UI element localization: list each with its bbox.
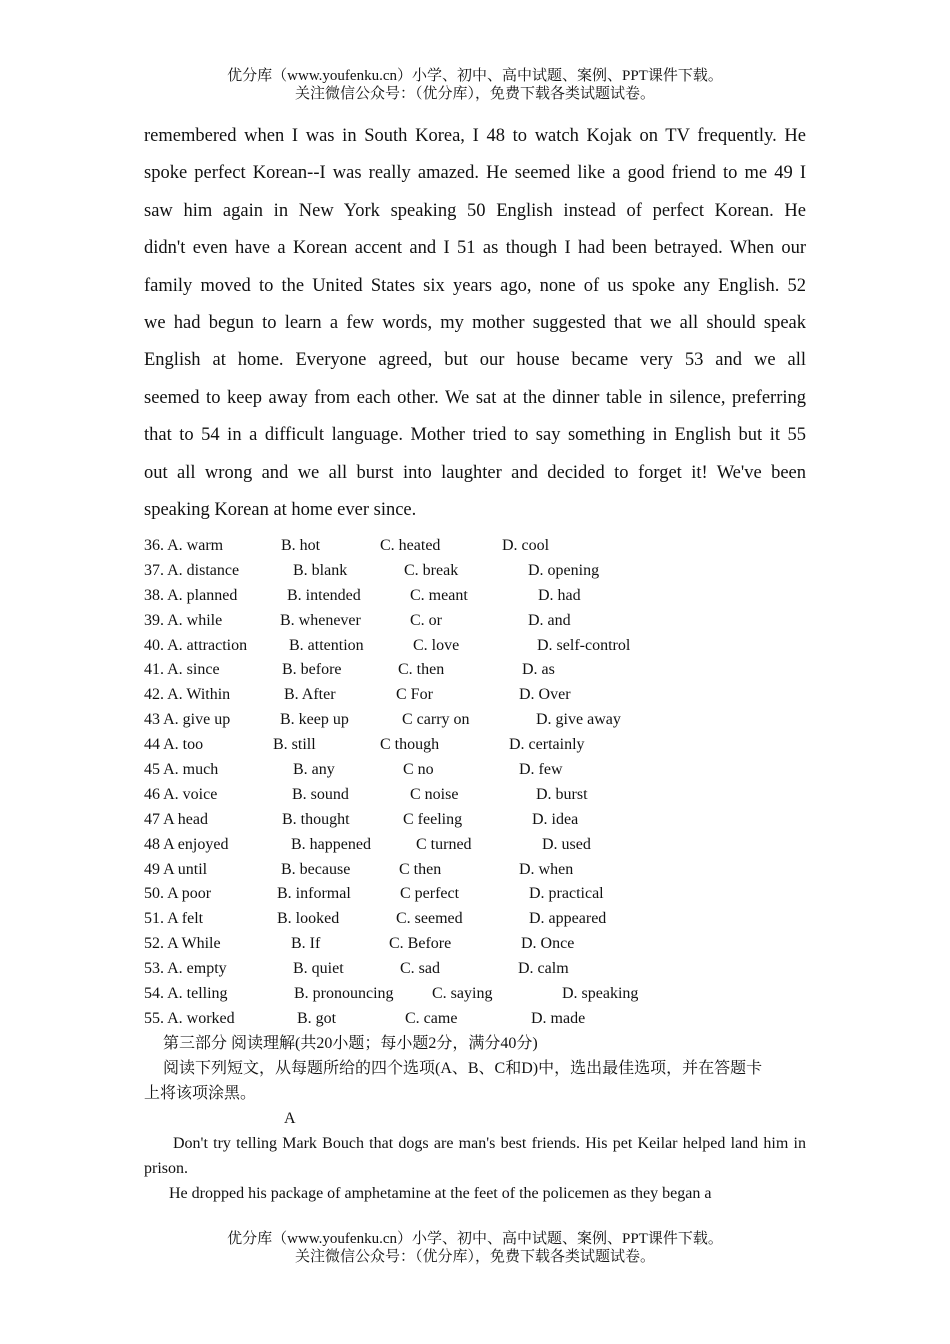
- question-row: [144, 957, 806, 982]
- question-row: [144, 708, 806, 733]
- option-c: C. then: [398, 661, 445, 679]
- option-a: 39. A. while: [144, 611, 223, 629]
- passage-line: that to 54 in a difficult language. Mother tried to say something in English but it 55: [144, 425, 806, 446]
- article-paragraph-1: Don't try telling Mark Bouch that dogs are man's best friends. His pet Keilar helped land him in prison.: [144, 1135, 806, 1177]
- section-title: 第三部分 阅读理解(共20小题；每小题2分，满分40分): [163, 1035, 538, 1052]
- question-row: [144, 808, 806, 833]
- option-a: 50. A poor: [144, 885, 212, 903]
- option-d: D. Over: [519, 686, 571, 704]
- option-b: B. blank: [293, 561, 348, 579]
- page-footer: [0, 1230, 950, 1266]
- option-c: C carry on: [402, 711, 470, 729]
- passage-line: English at home. Everyone agreed, but our house became very 53 and we all: [144, 350, 806, 371]
- option-d: D. and: [528, 611, 571, 629]
- option-d: D. self-control: [537, 636, 631, 654]
- question-row: [144, 683, 806, 708]
- option-d: D. give away: [536, 711, 621, 729]
- option-a: 47 A head: [144, 810, 208, 828]
- passage-line: remembered when I was in South Korea, I 48 to watch Kojak on TV frequently. He: [144, 126, 806, 146]
- option-b: B. attention: [289, 636, 364, 654]
- option-a: 46 A. voice: [144, 785, 218, 803]
- option-a: 55. A. worked: [144, 1009, 235, 1027]
- option-d: D. used: [542, 835, 591, 853]
- option-d: D. as: [522, 661, 555, 679]
- option-b: B. whenever: [280, 611, 361, 629]
- article-label: A: [284, 1110, 296, 1127]
- cloze-passage: [144, 118, 806, 529]
- option-d: D. made: [531, 1009, 586, 1027]
- option-d: D. when: [519, 860, 574, 878]
- option-b: B. still: [273, 736, 316, 754]
- question-row: [144, 733, 806, 758]
- option-b: B. because: [281, 860, 351, 878]
- option-c: C though: [380, 736, 440, 754]
- option-b: B. If: [291, 935, 321, 953]
- option-c: C turned: [416, 835, 472, 853]
- option-c: C. came: [405, 1009, 458, 1027]
- page-header: [0, 67, 950, 103]
- option-a: 44 A. too: [144, 736, 204, 754]
- option-a: 36. A. warm: [144, 537, 224, 554]
- option-a: 48 A enjoyed: [144, 835, 229, 853]
- option-d: D. cool: [502, 537, 550, 554]
- article-paragraph-2: He dropped his package of amphetamine at the feet of the policemen as they began a: [169, 1185, 712, 1202]
- option-b: B. happened: [291, 835, 371, 853]
- option-b: B. looked: [277, 910, 340, 928]
- option-a: 41. A. since: [144, 661, 220, 679]
- option-c: C. Before: [389, 935, 452, 953]
- option-d: D. had: [538, 586, 581, 604]
- option-c: C then: [399, 860, 442, 878]
- footer-line-2: 关注微信公众号：（优分库），免费下载各类试题试卷。: [294, 1249, 655, 1265]
- passage-line: speaking Korean at home ever since.: [144, 499, 417, 520]
- option-a: 37. A. distance: [144, 561, 240, 579]
- passage-line: we had begun to learn a few words, my mother suggested that we all should speak: [144, 312, 806, 333]
- question-row: [144, 882, 806, 907]
- option-a: 53. A. empty: [144, 960, 227, 978]
- option-c: C. saying: [432, 985, 493, 1003]
- question-row: [144, 559, 806, 584]
- option-b: B. pronouncing: [294, 985, 394, 1003]
- option-c: C no: [403, 761, 434, 779]
- passage-line: didn't even have a Korean accent and I 51 as though I had been betrayed. When our: [144, 238, 806, 259]
- option-b: B. any: [293, 761, 335, 779]
- passage-line: seemed to keep away from each other. We sat at the dinner table in silence, preferring: [144, 387, 806, 408]
- option-c: C. sad: [400, 960, 440, 978]
- option-d: D. speaking: [562, 985, 639, 1003]
- option-a: 54. A. telling: [144, 985, 228, 1003]
- question-row: [144, 833, 806, 858]
- passage-line: saw him again in New York speaking 50 English instead of perfect Korean. He: [144, 200, 806, 221]
- question-row: [144, 858, 806, 883]
- option-c: C. love: [413, 636, 460, 654]
- option-b: B. got: [297, 1009, 337, 1027]
- option-c: C feeling: [403, 810, 463, 828]
- option-b: B. keep up: [280, 711, 349, 729]
- option-c: C. or: [410, 611, 442, 629]
- option-c: C. seemed: [396, 910, 463, 928]
- option-b: B. quiet: [293, 960, 344, 978]
- section-instruction-line-2: 上将该项涂黑。: [144, 1085, 257, 1102]
- option-a: 51. A felt: [144, 910, 204, 928]
- question-row: [144, 534, 806, 559]
- passage-line: family moved to the United States six years ago, none of us spoke any English. 52: [144, 275, 806, 296]
- question-row: [144, 907, 806, 932]
- option-c: C. break: [404, 561, 459, 579]
- question-list: [144, 534, 806, 1032]
- question-row: [144, 584, 806, 609]
- passage-line: out all wrong and we all burst into laughter and decided to forget it! We've been: [144, 462, 806, 483]
- option-a: 40. A. attraction: [144, 636, 248, 654]
- option-b: B. before: [282, 661, 342, 679]
- option-b: B. hot: [281, 537, 321, 554]
- option-b: B. sound: [292, 785, 349, 803]
- option-d: D. burst: [536, 785, 588, 803]
- option-a: 43 A. give up: [144, 711, 231, 729]
- option-c: C. meant: [410, 586, 468, 604]
- option-a: 42. A. Within: [144, 686, 231, 704]
- option-d: D. few: [519, 761, 563, 779]
- option-d: D. practical: [529, 885, 604, 903]
- section-instruction-line-1: 阅读下列短文，从每题所给的四个选项(A、B、C和D)中，选出最佳选项，并在答题卡: [163, 1060, 763, 1077]
- question-row: [144, 609, 806, 634]
- header-line-1: 优分库（www.youfenku.cn）小学、初中、高中试题、案例、PPT课件下载。: [227, 68, 723, 84]
- option-d: D. Once: [521, 935, 575, 953]
- option-d: D. calm: [518, 960, 569, 978]
- option-a: 38. A. planned: [144, 586, 238, 604]
- passage-line: spoke perfect Korean--I was really amazed. He seemed like a good friend to me 49 I: [144, 163, 806, 184]
- option-a: 45 A. much: [144, 761, 219, 779]
- question-row: [144, 932, 806, 957]
- option-c: C For: [396, 686, 433, 704]
- option-b: B. informal: [277, 885, 351, 903]
- option-a: 52. A While: [144, 935, 221, 953]
- question-row: [144, 658, 806, 683]
- option-a: 49 A until: [144, 860, 208, 878]
- option-c: C noise: [410, 785, 459, 803]
- question-row: [144, 634, 806, 659]
- option-d: D. opening: [528, 561, 600, 579]
- option-d: D. appeared: [529, 910, 607, 928]
- option-b: B. thought: [282, 810, 350, 828]
- option-d: D. certainly: [509, 736, 585, 754]
- option-b: B. intended: [287, 586, 361, 604]
- question-row: [144, 758, 806, 783]
- header-line-2: 关注微信公众号：（优分库），免费下载各类试题试卷。: [294, 86, 655, 102]
- question-row: [144, 982, 806, 1007]
- option-c: C perfect: [400, 885, 460, 903]
- question-row: [144, 783, 806, 808]
- option-d: D. idea: [532, 810, 579, 828]
- footer-line-1: 优分库（www.youfenku.cn）小学、初中、高中试题、案例、PPT课件下载。: [227, 1231, 723, 1247]
- option-b: B. After: [284, 686, 336, 704]
- option-c: C. heated: [380, 537, 441, 554]
- question-row: [144, 1007, 806, 1032]
